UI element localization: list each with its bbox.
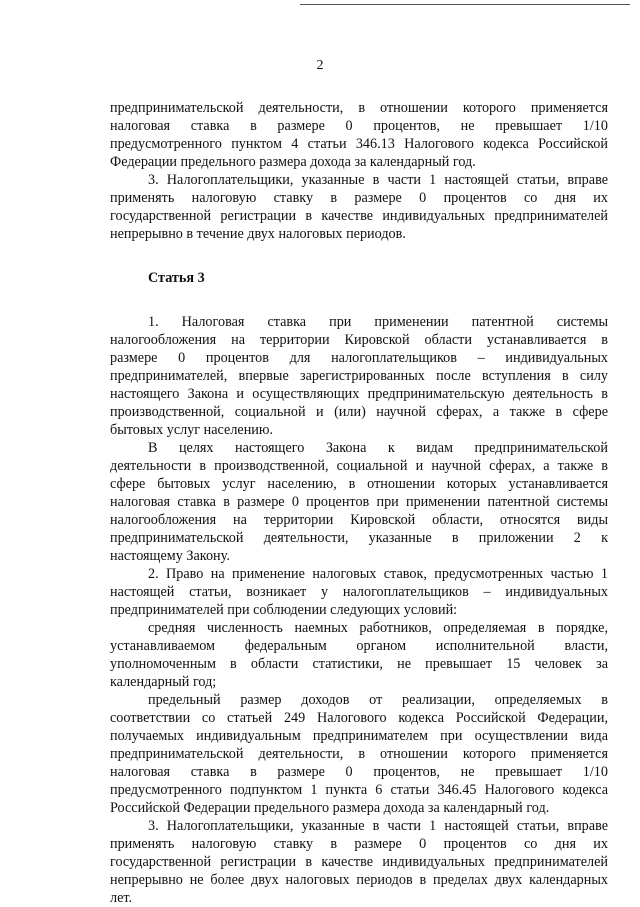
text-line: размере 0 процентов для налогоплательщиков – индивидуальных <box>110 350 608 366</box>
text-line: налоговая ставка в размере 0 процентов, не превышает 1/10 <box>110 118 608 134</box>
text-line: В целях настоящего Закона к видам предпринимательской <box>148 440 608 456</box>
text-line: предпринимательской деятельности, в отношении которого применяется <box>110 746 608 762</box>
text-line: настоящей статьи, возникает у налогоплательщиков – индивидуальных <box>110 584 608 600</box>
text-line: налогообложения на территории Кировской области, относятся виды <box>110 512 608 528</box>
spacer <box>110 305 608 313</box>
text-line: предельный размер доходов от реализации, определяемых в <box>148 692 608 708</box>
text-line: 2. Право на применение налоговых ставок, предусмотренных частью 1 <box>148 566 608 582</box>
text-line: государственной регистрации в качестве индивидуальных предпринимателей <box>110 854 608 870</box>
text-line: настоящему Закону. <box>110 548 230 564</box>
text-line: предпринимательской деятельности, в отношении которого применяется <box>110 100 608 116</box>
text-line: непрерывно в течение двух налоговых периодов. <box>110 226 406 242</box>
text-line: налоговая ставка в размере 0 процентов при применении патентной системы <box>110 494 608 510</box>
text-line: настоящего Закона и осуществляющих предпринимательскую деятельность в <box>110 386 608 402</box>
page-number: 2 <box>316 58 324 73</box>
text-line: непрерывно не более двух налоговых периодов в пределах двух календарных <box>110 872 608 888</box>
text-line: 3. Налогоплательщики, указанные в части 1 настоящей статьи, вправе <box>148 818 608 834</box>
text-line: налоговая ставка в размере 0 процентов, не превышает 1/10 <box>110 764 608 780</box>
text-line: 3. Налогоплательщики, указанные в части 1 настоящей статьи, вправе <box>148 172 608 188</box>
text-line: государственной регистрации в качестве индивидуальных предпринимателей <box>110 208 608 224</box>
text-line: производственной, социальной и (или) научной сферах, а также в сфере <box>110 404 608 420</box>
document-body <box>110 99 608 907</box>
text-line: календарный год; <box>110 674 217 690</box>
text-line: Федерации предельного размера дохода за календарный год. <box>110 154 476 170</box>
text-line: получаемых индивидуальным предпринимателем при осуществлении вида <box>110 728 608 744</box>
text-line: деятельности в производственной, социальной и научной сферах, а также в <box>110 458 608 474</box>
text-line: предпринимателей, впервые зарегистрированных после вступления в силу <box>110 368 608 384</box>
text-line: предусмотренного подпунктом 1 пункта 6 статьи 346.45 Налогового кодекса <box>110 782 608 798</box>
spacer <box>110 261 608 269</box>
text-line: соответствии со статьей 249 Налогового кодекса Российской Федерации, <box>110 710 608 726</box>
text-line: средняя численность наемных работников, определяемая в порядке, <box>148 620 608 636</box>
text-line: применять налоговую ставку в размере 0 процентов со дня их <box>110 190 608 206</box>
article-heading: Статья 3 <box>148 270 205 286</box>
text-line: устанавливаемом федеральным органом исполнительной власти, <box>110 638 608 654</box>
text-line: предусмотренного пунктом 4 статьи 346.13 Налогового кодекса Российской <box>110 136 608 152</box>
text-line: сфере бытовых услуг населению, в отношении которых устанавливается <box>110 476 608 492</box>
spacer <box>110 287 608 305</box>
text-line: налогообложения на территории Кировской области устанавливается в <box>110 332 608 348</box>
spacer <box>110 243 608 261</box>
text-line: Российской Федерации предельного размера дохода за календарный год. <box>110 800 550 816</box>
text-line: уполномоченным в области статистики, не превышает 15 человек за <box>110 656 608 672</box>
text-line: лет. <box>110 890 133 906</box>
text-line: предпринимателей при соблюдении следующих условий: <box>110 602 458 618</box>
text-line: бытовых услуг населению. <box>110 422 274 438</box>
text-line: 1. Налоговая ставка при применении патентной системы <box>148 314 608 330</box>
top-rule <box>300 4 630 5</box>
text-line: применять налоговую ставку в размере 0 процентов со дня их <box>110 836 608 852</box>
text-line: предпринимательской деятельности, указанные в приложении 2 к <box>110 530 608 546</box>
